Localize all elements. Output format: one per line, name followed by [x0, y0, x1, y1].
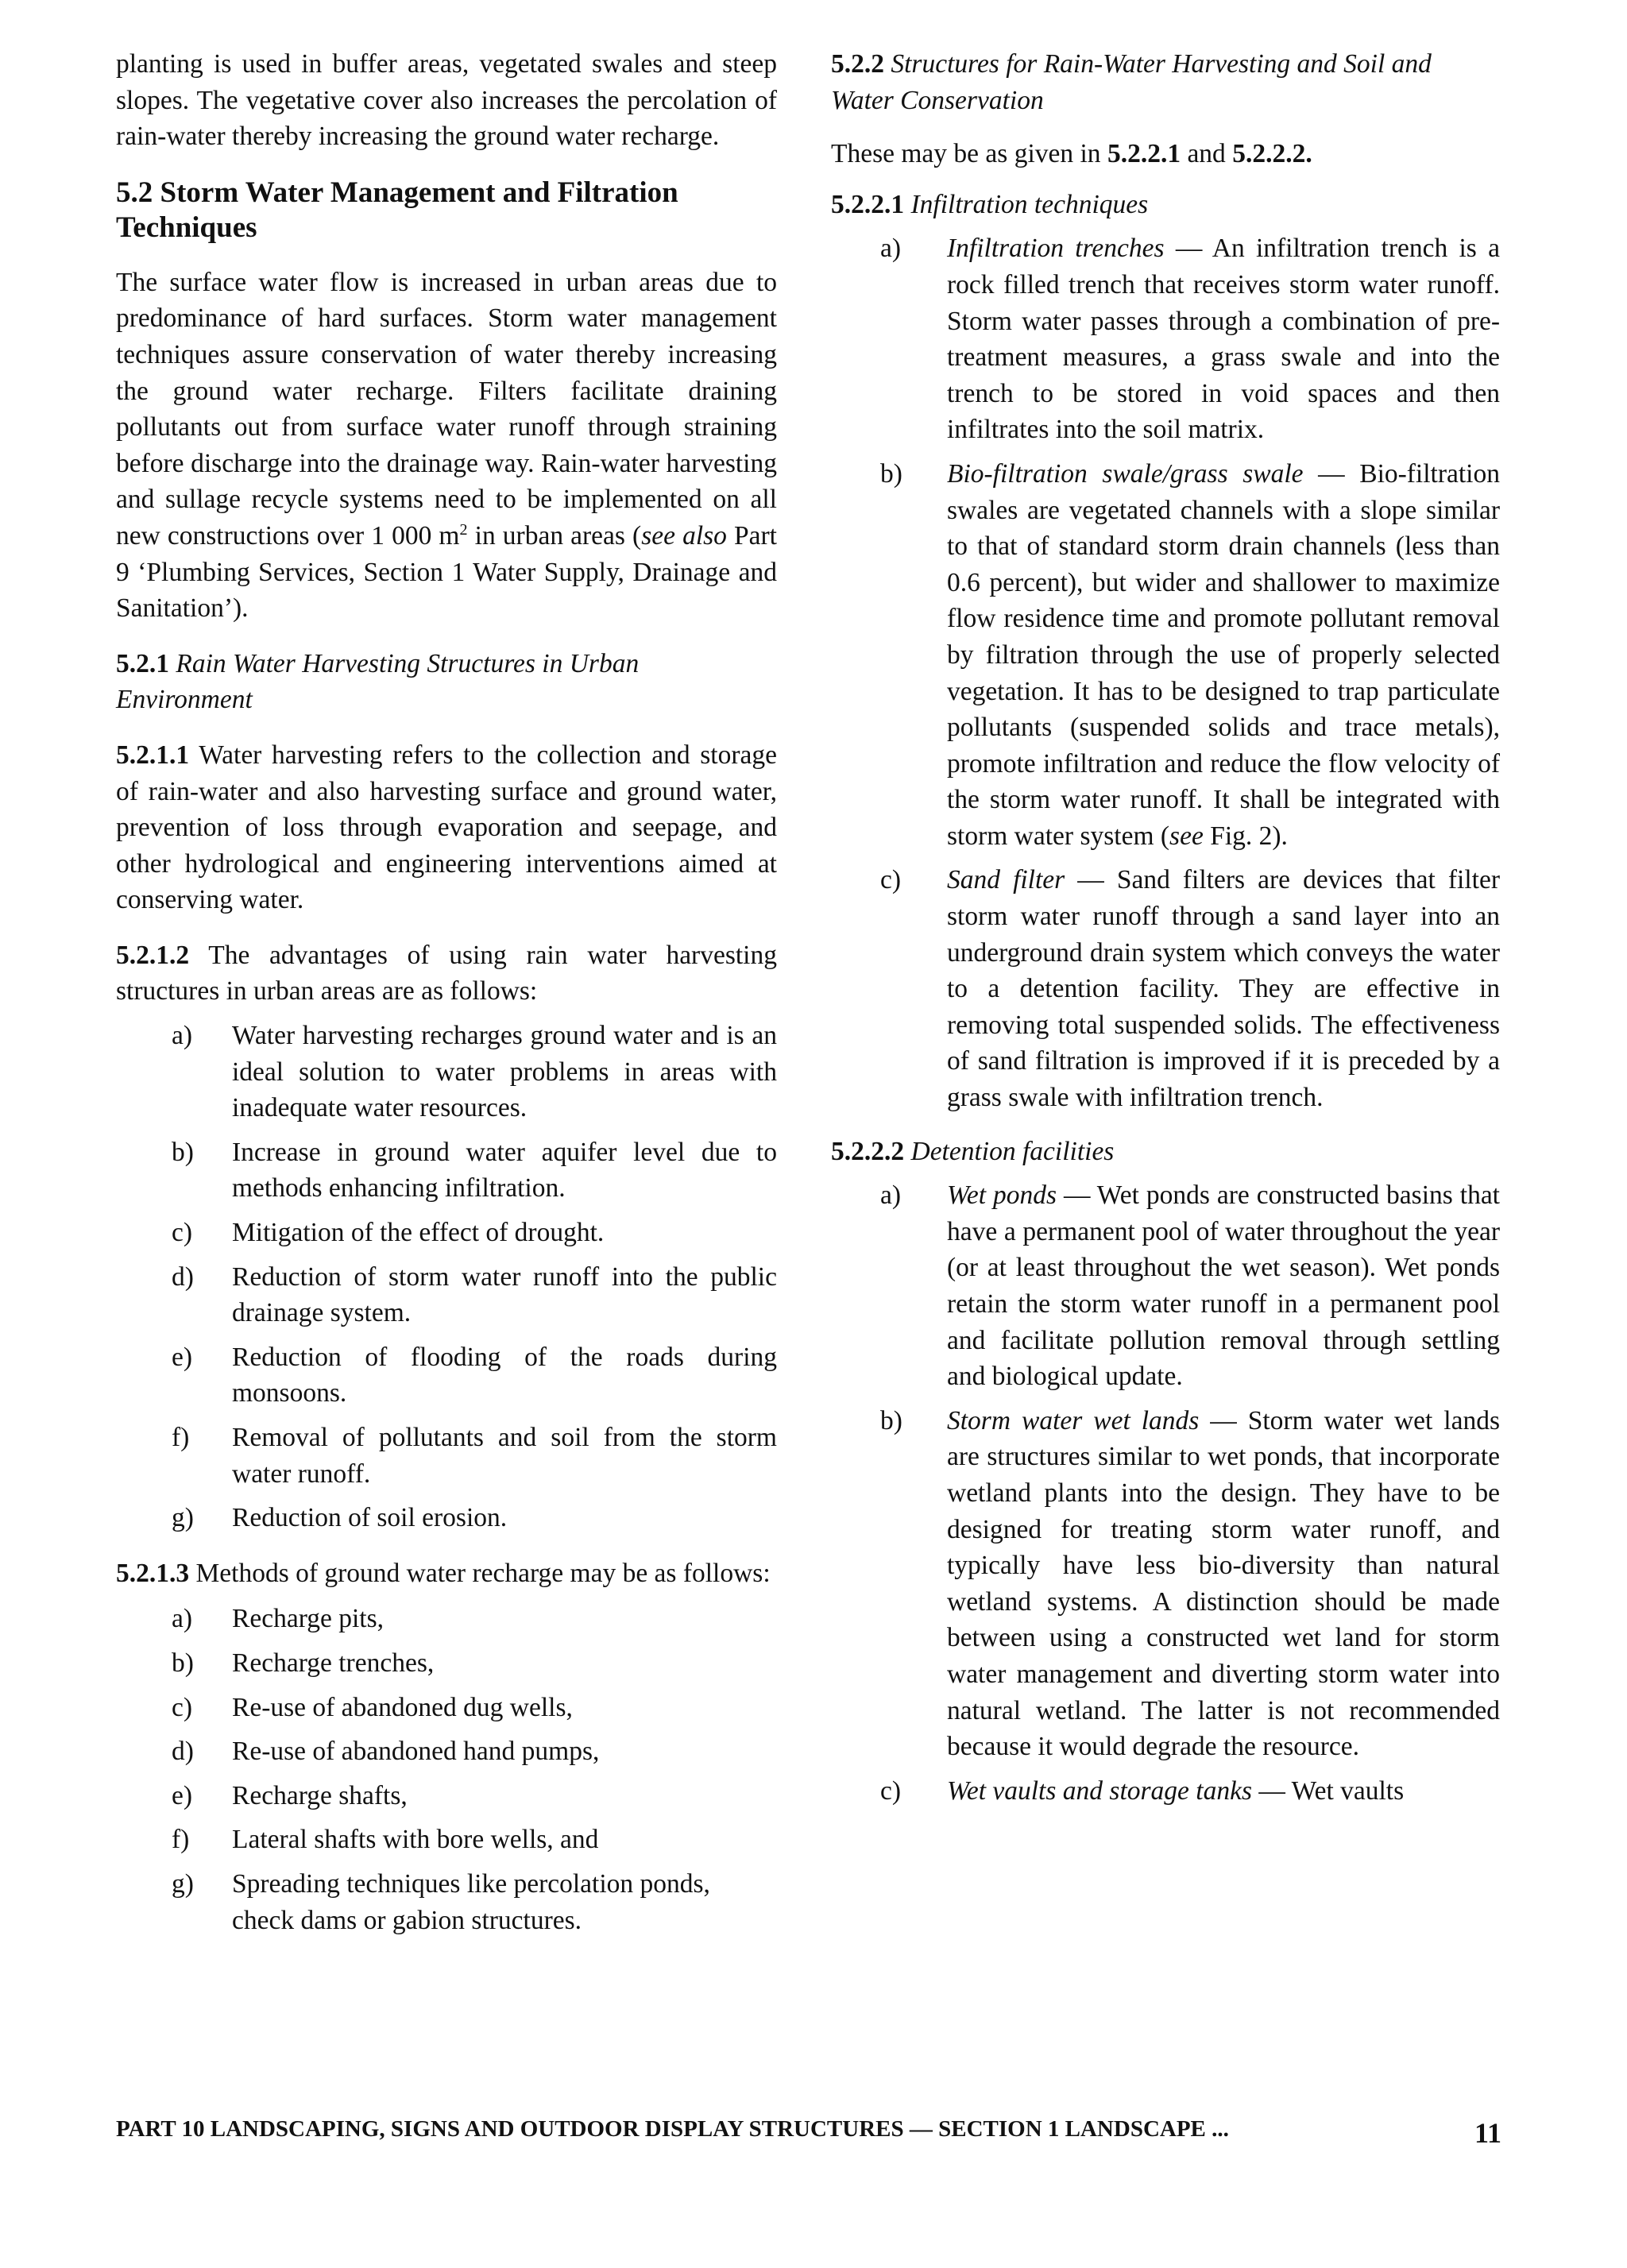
- footer-text: PART 10 LANDSCAPING, SIGNS AND OUTDOOR DISPLAY STRUCTURES — SECTION 1 LANDSCAPE ...: [116, 2116, 1229, 2142]
- list-item: c) Wet vaults and storage tanks — Wet vaults: [880, 1775, 1405, 1806]
- list-item: b) Increase in ground water aquifer level due to methods enhancing infiltration.: [172, 1137, 777, 1204]
- section-5-2-1-heading: 5.2.1 Rain Water Harvesting Structures in Urban Environment: [116, 648, 640, 715]
- list-item: d) Reduction of storm water runoff into the public drainage system.: [172, 1262, 777, 1328]
- section-5-2-2-heading: 5.2.2 Structures for Rain-Water Harvesting and Soil and Water Conservation: [831, 49, 1432, 115]
- list-item: a) Wet ponds — Wet ponds are constructed basins that have a permanent pool of water throughout the year (or at least throughout the wet season). Wet ponds retain the storm water runoff in a permanent pool and facilitate pollution removal through settling and biological update.: [880, 1180, 1500, 1392]
- page-number: 11: [1474, 2117, 1501, 2149]
- list-item: b) Bio-filtration swale/grass swale — Bio-filtration swales are vegetated channels with a slope similar to that of standard storm drain channels (less than 0.6 percent), but wider and shallower to maximize flow residence time and promote pollutant removal by filtration through the use of properly selected vegetation. It has to be designed to trap particulate pollutants (suspended solids and trace metals), promote infiltration and reduce the flow velocity of the storm water runoff. It shall be integrated with storm water system (see Fig. 2).: [880, 458, 1500, 851]
- list-item: a) Water harvesting recharges ground water and is an ideal solution to water problems in areas with inadequate water resources.: [172, 1021, 777, 1123]
- list-item: f) Lateral shafts with bore wells, and: [172, 1825, 599, 1855]
- list-item: d) Re-use of abandoned hand pumps,: [172, 1737, 600, 1767]
- list-item: a) Recharge pits,: [172, 1604, 385, 1634]
- list-item: e) Reduction of flooding of the roads during monsoons.: [172, 1342, 777, 1408]
- list-item: c) Sand filter — Sand filters are devices that filter storm water runoff through a sand layer into an underground drain system which conveys the water to a detention facility. They are effective in removing total suspended solids. The effectiveness of sand filtration is improved if it is preceded by a grass swale with infiltration trench.: [880, 865, 1500, 1113]
- page-footer: [116, 2116, 1501, 2150]
- list-item: g) Spreading techniques like percolation ponds, check dams or gabion structures.: [172, 1868, 710, 1935]
- list-item: e) Recharge shafts,: [172, 1780, 408, 1810]
- section-5-2-1-1-paragraph: 5.2.1.1 Water harvesting refers to the collection and storage of rain-water and also harvesting surface and ground water, prevention of loss through evaporation and seepage, and other hydrological and engineering interventions aimed at conserving water.: [116, 740, 777, 915]
- advantages-list: [116, 1018, 777, 1536]
- section-5-2-2-2-heading: 5.2.2.2 Detention facilities: [831, 1136, 1115, 1166]
- section-5-2-1-3-paragraph: 5.2.1.3 Methods of ground water recharge may be as follows:: [116, 1558, 771, 1588]
- detention-list: [831, 1177, 1500, 1809]
- right-column: [831, 46, 1500, 1809]
- list-item: c) Re-use of abandoned dug wells,: [172, 1692, 573, 1722]
- left-column: [116, 46, 777, 1938]
- section-5-2-1-2-paragraph: 5.2.1.2 The advantages of using rain water harvesting structures in urban areas are as follows:: [116, 940, 777, 1006]
- infiltration-list: [831, 230, 1500, 1115]
- list-item: b) Storm water wet lands — Storm water wet lands are structures similar to wet ponds, that incorporate wetland plants into the design. They have to be designed for treating storm water runoff, and typically have less bio-diversity than natural wetland systems. A distinction should be made between using a constructed wet land for storm water management and diverting storm water into natural wetland. The latter is not recommended because it would degrade the resource.: [880, 1405, 1500, 1762]
- section-5-2-paragraph: The surface water flow is increased in urban areas due to predominance of hard surfaces. Storm water management techniques assure conservation of water thereby increasing the ground water recharge. Filters facilitate draining pollutants out from surface water runoff through straining before discharge into the drainage way. Rain-water harvesting and sullage recycle systems need to be implemented on all new constructions over 1 000 $m^2$ in urban areas (see also Part 9 ‘Plumbing Services, Section 1 Water Supply, Drainage and Sanitation’).: [116, 267, 777, 624]
- section-5-2-2-1-heading: 5.2.2.1 Infiltration techniques: [831, 189, 1149, 219]
- section-5-2-2-paragraph: These may be as given in 5.2.2.1 and 5.2.2.2.: [831, 139, 1312, 169]
- intro-paragraph: planting is used in buffer areas, vegetated swales and steep slopes. The vegetative cover also increases the percolation of rain-water thereby increasing the ground water recharge.: [116, 49, 777, 152]
- list-item: b) Recharge trenches,: [172, 1648, 435, 1678]
- list-item: f) Removal of pollutants and soil from the storm water runoff.: [172, 1423, 777, 1489]
- section-5-2-heading: 5.2 Storm Water Management and Filtration Techniques: [116, 176, 678, 244]
- list-item: c) Mitigation of the effect of drought.: [172, 1218, 605, 1248]
- methods-list: [116, 1601, 777, 1938]
- list-item: a) Infiltration trenches — An infiltration trench is a rock filled trench that receives storm water runoff. Storm water passes through a combination of pre-treatment measures, a grass swale and into the trench to be stored in void spaces and then infiltrates into the soil matrix.: [880, 234, 1500, 445]
- list-item: g) Reduction of soil erosion.: [172, 1503, 508, 1533]
